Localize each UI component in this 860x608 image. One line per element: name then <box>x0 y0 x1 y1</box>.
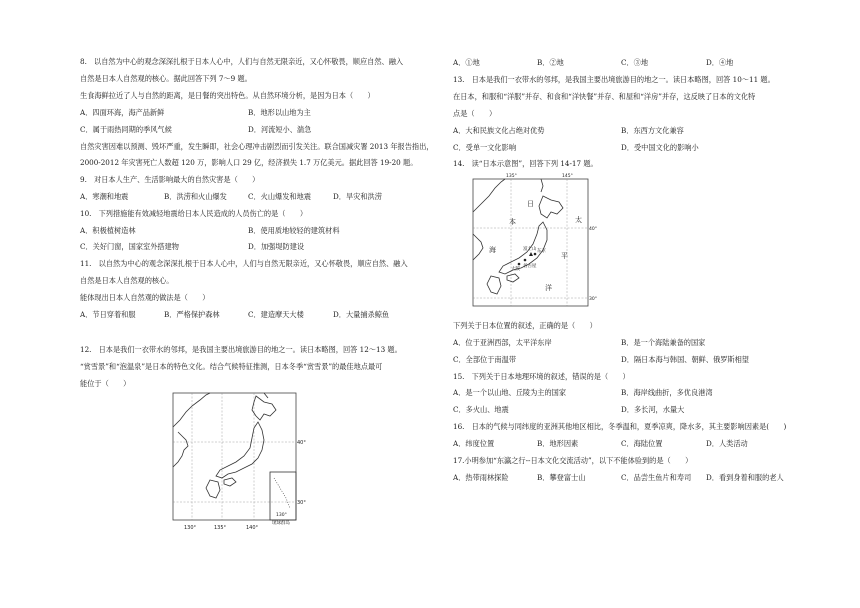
map1-lon-3: 140° <box>246 525 259 531</box>
disaster-passage-1: 自然灾害因难以预测、毁坏严重，发生瞬即，社会心理冲击剧烈而引发关注。联合国减灾署 2013 年报告指出， <box>80 142 434 151</box>
q8-options-row-1 <box>80 107 420 118</box>
japan-map-q12 <box>172 392 306 532</box>
map1-lon-2: 135° <box>214 525 227 531</box>
q15-option-b[interactable]: B．海岸线曲折，多优良港湾 <box>621 388 713 397</box>
osaka-marker <box>518 263 521 266</box>
nagoya-marker <box>524 259 527 262</box>
q12-stem-2: “赏雪景”和“泡温泉”是日本的特色文化。结合气候特征推测，日本冬季“赏雪景”的最佳地点最可 <box>80 362 383 371</box>
q16-option-d[interactable]: D．人类活动 <box>706 439 748 448</box>
q17-option-c[interactable]: C．品尝生鱼片和寿司 <box>621 473 692 482</box>
q15-options-row-1 <box>453 387 795 398</box>
q11-options <box>80 309 420 320</box>
mount-fuji-icon <box>529 252 533 256</box>
ocean-label-2: 平 <box>561 252 568 260</box>
city-label-tokyo: 东京 <box>537 249 546 254</box>
q15-option-c[interactable]: C．多火山、地震 <box>453 405 509 414</box>
q15-stem: 15. 下列关于日本地理环境的叙述，错误的是（ ） <box>453 372 630 381</box>
q13-option-a[interactable]: A．大和民族文化占绝对优势 <box>453 126 545 135</box>
city-label-osaka: 大阪 <box>511 267 520 272</box>
q10-options-row-2 <box>80 241 420 252</box>
q9-stem: 9. 对日本人生产、生活影响最大的自然灾害是（ ） <box>80 175 260 184</box>
sea-label-3: 海 <box>489 246 496 254</box>
q12-stem-3: 能位于（ ） <box>80 379 131 388</box>
q10-options-row-1 <box>80 225 420 236</box>
q10-option-a[interactable]: A．积极植树造林 <box>80 226 136 235</box>
q17-option-b[interactable]: B．攀登富士山 <box>537 473 586 482</box>
q13-stem-3: 点是（ ） <box>453 109 497 118</box>
q16-options <box>453 438 795 449</box>
q13-options-row-1 <box>453 125 795 136</box>
map2-hokkaido-shape <box>539 196 563 218</box>
map1-lat-bottom: 30° <box>297 500 306 506</box>
q10-stem: 10. 下列措施能有效减轻地震给日本人民造成的人员伤亡的是（ ） <box>80 209 308 218</box>
q10-option-c[interactable]: C．关好门窗，国家室外搭建物 <box>80 242 179 251</box>
q13-option-c[interactable]: C．受单一文化影响 <box>453 143 517 152</box>
inset-lon-label: 130° <box>276 513 287 518</box>
q14-option-d[interactable]: D．隔日本海与韩国、朝鲜、俄罗斯相望 <box>621 355 749 364</box>
q8-stem-2: 自然是日本人自然观的核心。据此回答下列 7～9 题。 <box>80 74 252 83</box>
q12-option-c[interactable]: C．③地 <box>621 58 649 67</box>
q14-option-c[interactable]: C．全部位于南温带 <box>453 355 517 364</box>
q8-option-d[interactable]: D．河流短小、湍急 <box>248 125 312 134</box>
q16-option-c[interactable]: C．海陆位置 <box>621 439 663 448</box>
map2-shikoku-shape <box>507 274 519 282</box>
q11-option-b[interactable]: B．严格保护森林 <box>164 310 220 319</box>
q9-option-d[interactable]: D．旱灾和洪涝 <box>333 192 382 201</box>
q8-stem-1: 8. 以自然为中心的观念深深扎根于日本人心中，人们与自然无限亲近，又心怀敬畏，顺应自然、融入 <box>80 57 404 66</box>
q17-option-a[interactable]: A．热带雨林探险 <box>453 473 509 482</box>
q11-stem-1: 11. 以自然为中心的观念深深扎根于日本人心中，人们与自然无限亲近，又心怀敬畏，顺应自然、融入 <box>80 259 408 268</box>
honshu-shape <box>216 422 264 478</box>
q8-option-c[interactable]: C．属于雨热同期的季风气候 <box>80 125 172 134</box>
q15-option-d[interactable]: D．多长河，水量大 <box>621 405 685 414</box>
q8-option-a[interactable]: A．四面环海，海产品新鲜 <box>80 108 165 117</box>
q14-options-row-2 <box>453 354 795 365</box>
sea-label-1: 日 <box>527 200 534 208</box>
q13-option-b[interactable]: B．东西方文化兼容 <box>621 126 684 135</box>
map2-lon-2: 145° <box>562 174 573 179</box>
map2-lat-1: 40° <box>589 227 597 232</box>
q12-stem-1: 12. 日本是我们一衣带水的邻邦，是我国主要出境旅游目的地之一。读日本略图，回答 12～13 题。 <box>80 345 402 354</box>
hokkaido-shape <box>252 396 276 420</box>
q16-option-b[interactable]: B．地形因素 <box>537 439 579 448</box>
inset-title-label: 琉球群岛 <box>272 521 290 526</box>
q11-stem-2: 自然是日本人自然观的核心。 <box>80 276 174 285</box>
map2-lon-1: 135° <box>506 174 517 179</box>
q8-options-row-2 <box>80 124 420 135</box>
city-label-nagoya: 名古屋 <box>523 264 537 269</box>
q16-option-a[interactable]: A．纬度位置 <box>453 439 495 448</box>
ocean-label-1: 太 <box>575 216 582 224</box>
q14-stem: 下列关于日本位置的叙述，正确的是（ ） <box>453 321 597 330</box>
q17-options <box>453 472 795 483</box>
shikoku-shape <box>224 478 236 486</box>
q12-option-d[interactable]: D．④地 <box>706 58 734 67</box>
map2-lat-2: 30° <box>589 297 597 302</box>
q17-stem: 17.小明参加“东瀛之行--日本文化交流活动”，以下不能体验到的是（ ） <box>453 456 693 465</box>
q8-stem-3: 生食海鲜拉近了人与自然的距离，是日餐的突出特色。从自然环境分析，是因为日本（ ） <box>80 91 375 100</box>
q14-option-b[interactable]: B．是一个海陆兼备的国家 <box>621 338 706 347</box>
map1-lon-1: 130° <box>184 525 197 531</box>
q13-stem-2: 在日本，和服和“洋服”并存、和食和“洋快餐”并存、和屋和“洋房”并存，这反映了日本的文化特 <box>453 92 756 101</box>
q13-option-d[interactable]: D．受中国文化的影响小 <box>621 143 699 152</box>
q15-options-row-2 <box>453 404 795 415</box>
q17-option-d[interactable]: D．看到身着和服的老人 <box>706 473 784 482</box>
q12-options <box>453 57 795 68</box>
kyushu-shape <box>206 480 220 498</box>
q10-option-d[interactable]: D．加强堤防建设 <box>248 242 305 251</box>
japan-map-q14 <box>463 172 603 314</box>
ocean-label-3: 洋 <box>545 284 552 292</box>
q11-option-d[interactable]: D．大量捕杀鲸鱼 <box>333 310 390 319</box>
q10-option-b[interactable]: B．使用质地较轻的建筑材料 <box>248 226 340 235</box>
q11-stem-3: 能体现出日本人自然观的做法是（ ） <box>80 293 210 302</box>
q8-option-b[interactable]: B．地形以山地为主 <box>248 108 311 117</box>
mountain-label-fuji: 富士山 <box>523 247 537 252</box>
q11-option-a[interactable]: A．节日穿着和服 <box>80 310 136 319</box>
tokyo-marker <box>534 253 537 256</box>
q9-options <box>80 191 420 202</box>
q14-option-a[interactable]: A．位于亚洲西部，太平洋东岸 <box>453 338 552 347</box>
q11-option-c[interactable]: C．建造摩天大楼 <box>248 310 304 319</box>
q9-option-a[interactable]: A．寒潮和地震 <box>80 192 129 201</box>
sea-label-2: 本 <box>509 218 516 226</box>
q9-option-c[interactable]: C．火山爆发和地震 <box>248 192 312 201</box>
q14-options-row-1 <box>453 337 795 348</box>
q13-options-row-2 <box>453 142 795 153</box>
disaster-passage-2: 2000-2012 年灾害死亡人数超 120 万，影响人口 29 亿，经济损失 1.7 万亿美元。据此回答 19-20 题。 <box>80 158 418 167</box>
q9-option-b[interactable]: B．洪涝和火山爆发 <box>164 192 227 201</box>
q12-option-b[interactable]: B．②地 <box>537 58 564 67</box>
q16-stem: 16. 日本的气候与同纬度的亚洲其他地区相比，冬季温和，夏季凉爽，降水多，其主要影响因素是( ) <box>453 422 787 431</box>
q13-stem-1: 13. 日本是我们一衣带水的邻邦，是我国主要出境旅游目的地之一。读日本略图，回答 10～11 题。 <box>453 75 775 84</box>
q15-option-a[interactable]: A．是一个以山地、丘陵为主的国家 <box>453 388 567 397</box>
map2-kyushu-shape <box>487 276 501 294</box>
q14-intro: 14. 读“日本示意图”，回答下列 14-17 题。 <box>453 159 598 168</box>
map1-lat-top: 40° <box>297 440 306 446</box>
q12-option-a[interactable]: A．①地 <box>453 58 480 67</box>
